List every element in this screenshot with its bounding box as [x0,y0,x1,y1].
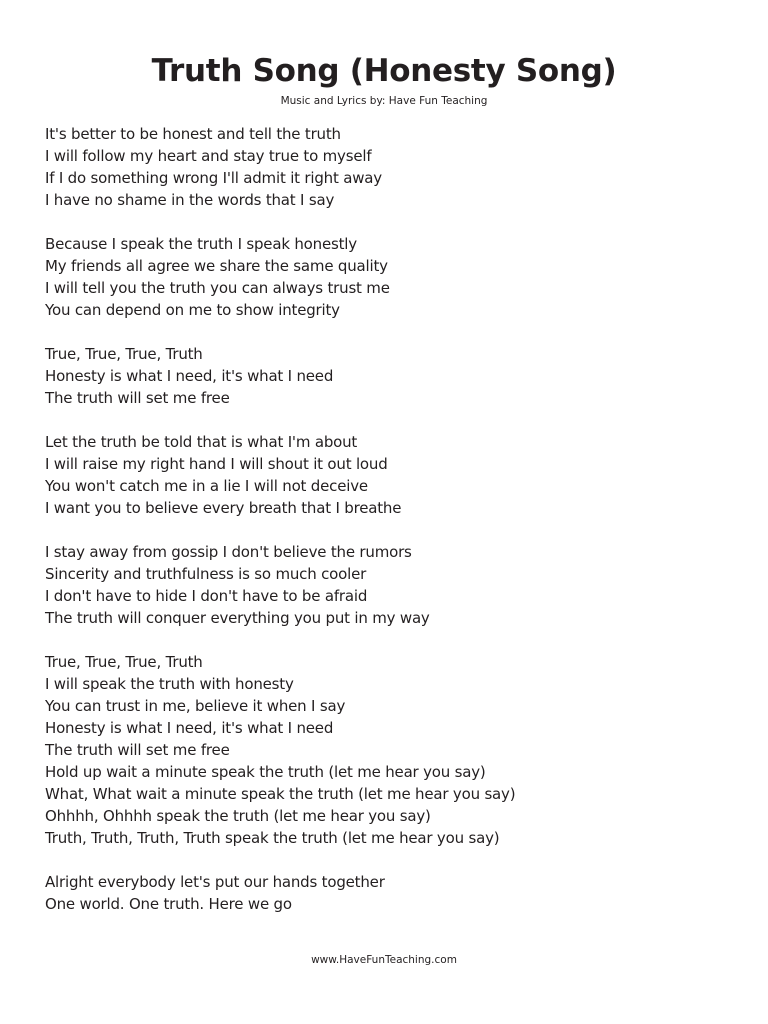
song-title: Truth Song (Honesty Song) [151,53,617,89]
lyric-line: If I do something wrong I'll admit it right away [45,169,382,187]
lyric-line: I stay away from gossip I don't believe the rumors [45,543,412,561]
lyric-line: You can depend on me to show integrity [45,301,340,319]
song-credits: Music and Lyrics by: Have Fun Teaching [280,95,488,107]
lyric-line: Sincerity and truthfulness is so much cooler [45,565,367,583]
lyric-line: My friends all agree we share the same quality [45,257,388,275]
lyric-line: Honesty is what I need, it's what I need [45,719,334,737]
lyric-line: What, What wait a minute speak the truth (let me hear you say) [45,785,516,803]
lyric-line: The truth will set me free [45,389,230,407]
lyric-line: Because I speak the truth I speak honestly [45,235,357,253]
lyrics-stanza [45,431,745,519]
lyric-line: Let the truth be told that is what I'm about [45,433,358,451]
lyric-line: True, True, True, Truth [45,345,203,363]
lyric-line: Truth, Truth, Truth, Truth speak the truth (let me hear you say) [45,829,500,847]
lyric-line: I will raise my right hand I will shout it out loud [45,455,388,473]
lyrics-stanza [45,233,745,321]
lyrics-stanza [45,651,745,849]
lyrics-stanza [45,871,745,915]
lyric-line: You can trust in me, believe it when I say [45,697,346,715]
lyric-line: I have no shame in the words that I say [45,191,335,209]
footer-url: www.HaveFunTeaching.com [311,954,457,966]
lyric-line: Alright everybody let's put our hands together [45,873,385,891]
lyric-line: One world. One truth. Here we go [45,895,292,913]
lyric-line: I will speak the truth with honesty [45,675,294,693]
lyric-line: You won't catch me in a lie I will not deceive [45,477,368,495]
lyrics-stanza [45,123,745,211]
lyric-line: I don't have to hide I don't have to be afraid [45,587,368,605]
lyrics-body [45,123,745,937]
lyrics-stanza [45,343,745,409]
lyric-line: I want you to believe every breath that I breathe [45,499,402,517]
lyric-line: The truth will conquer everything you put in my way [45,609,430,627]
lyric-line: I will tell you the truth you can always trust me [45,279,390,297]
lyric-line: The truth will set me free [45,741,230,759]
lyric-line: Hold up wait a minute speak the truth (let me hear you say) [45,763,486,781]
lyric-line: I will follow my heart and stay true to myself [45,147,372,165]
lyric-line: True, True, True, Truth [45,653,203,671]
lyric-line: Ohhhh, Ohhhh speak the truth (let me hear you say) [45,807,431,825]
lyrics-stanza [45,541,745,629]
lyric-line: Honesty is what I need, it's what I need [45,367,334,385]
lyric-line: It's better to be honest and tell the truth [45,125,341,143]
